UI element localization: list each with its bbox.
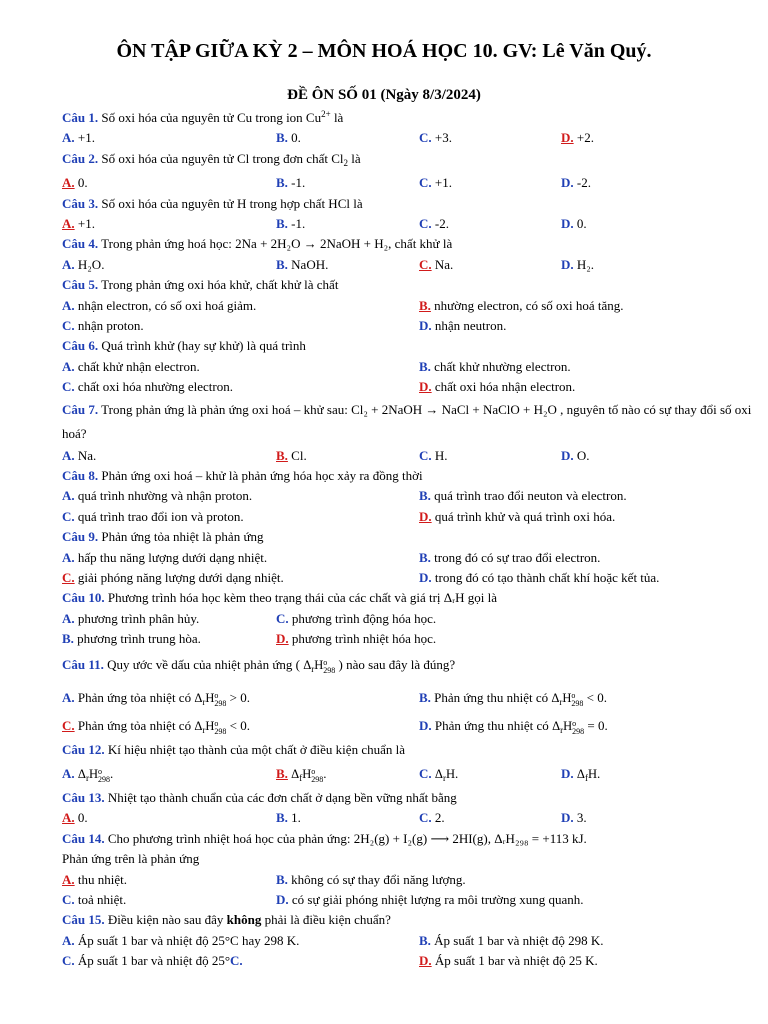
option-a[interactable]: A. nhận electron, có số oxi hoá giảm.: [62, 297, 257, 313]
delta-r-h298-symbol: $\Delta_rHo$ 298: [303, 657, 336, 675]
options-row: [62, 870, 762, 890]
question-number: Câu 8.: [62, 467, 99, 483]
option-b[interactable]: B. 0.: [276, 130, 301, 146]
page-title: ÔN TẬP GIỮA KỲ 2 – MÔN HOÁ HỌC 10. GV: Lê Văn Quý.: [116, 40, 652, 62]
option-a[interactable]: A. 0.: [62, 810, 88, 826]
options-row: [62, 712, 762, 740]
option-d[interactable]: D. 3.: [561, 810, 587, 826]
option-d[interactable]: D. nhận neutron.: [419, 317, 507, 333]
question-10: [62, 588, 762, 608]
question-number: Câu 1.: [62, 110, 99, 125]
option-c[interactable]: C. chất oxi hóa nhường electron.: [62, 379, 233, 395]
question-number: Câu 7.: [62, 401, 99, 417]
question-text: Điều kiện nào sau đây: [104, 912, 227, 928]
option-d[interactable]: D. quá trình khử và quá trình oxi hóa.: [419, 508, 616, 524]
option-c[interactable]: C. Na.: [419, 256, 454, 272]
option-c[interactable]: C. +3.: [419, 130, 452, 146]
question-14-line-2: Phản ứng trên là phản ứng: [62, 851, 200, 867]
option-c[interactable]: C. -2.: [419, 216, 449, 231]
question-number: Câu 15.: [62, 912, 105, 928]
question-text: Kí hiệu nhiệt tạo thành của một chất ở điều kiện chuẩn là: [104, 741, 405, 757]
options-row: [62, 357, 762, 377]
option-d[interactable]: D. 0.: [561, 216, 587, 231]
question-7: [62, 398, 762, 446]
option-c[interactable]: C. Phản ứng tỏa nhiệt có $\Delta_rHo$ 298 < 0.: [62, 717, 251, 736]
question-text: Quá trình khử (hay sự khử) là quá trình: [98, 338, 306, 354]
option-b[interactable]: B. -1.: [276, 175, 306, 191]
option-d[interactable]: D. O.: [561, 447, 590, 463]
question-8: [62, 466, 762, 486]
option-a[interactable]: A. chất khử nhận electron.: [62, 358, 200, 374]
option-b[interactable]: B. trong đó có sự trao đổi electron.: [419, 549, 601, 565]
subscript: 2: [343, 157, 348, 168]
question-text: là: [348, 150, 361, 166]
options-row: [62, 507, 762, 527]
option-c[interactable]: C. nhận proton.: [62, 317, 144, 333]
option-a[interactable]: A. $\Delta_rHo$ 298.: [62, 765, 114, 784]
options-row: [62, 214, 762, 234]
option-d[interactable]: D. trong đó có tạo thành chất khí hoặc kết tủa.: [419, 569, 660, 585]
emphasis-text: không: [226, 912, 262, 928]
option-d[interactable]: D. -2.: [561, 175, 591, 191]
option-a[interactable]: A. phương trình phân hủy.: [62, 610, 200, 626]
option-a[interactable]: A. hấp thu năng lượng dưới dạng nhiệt.: [62, 549, 268, 565]
question-4: [62, 234, 762, 254]
option-c[interactable]: C. giải phóng năng lượng dưới dạng nhiệt.: [62, 569, 284, 585]
option-c[interactable]: C. 2.: [419, 810, 445, 826]
question-text: Số oxi hóa của nguyên tử Cl trong đơn chất Cl: [98, 150, 344, 166]
option-a[interactable]: A. Phản ứng tỏa nhiệt có $\Delta_rHo$ 298 > 0.: [62, 689, 251, 708]
option-d[interactable]: D. phương trình nhiệt hóa học.: [276, 631, 437, 647]
option-c[interactable]: C. +1.: [419, 175, 452, 191]
option-a[interactable]: A. H₂O.: [62, 256, 105, 272]
options-row: [62, 760, 762, 788]
question-number: Câu 11.: [62, 656, 104, 672]
options-row: [62, 173, 762, 193]
options-row: [62, 568, 762, 588]
option-b[interactable]: B. chất khử nhường electron.: [419, 358, 571, 374]
question-text: Phản ứng tỏa nhiệt là phản ứng: [98, 529, 264, 545]
question-number: Câu 12.: [62, 741, 105, 757]
options-row: [62, 808, 762, 828]
option-b[interactable]: B. -1.: [276, 216, 306, 231]
option-a[interactable]: A. +1.: [62, 130, 95, 146]
question-text: phải là điều kiện chuẩn?: [261, 912, 391, 928]
question-number: Câu 4.: [62, 236, 99, 252]
options-row: [62, 255, 762, 275]
question-number: Câu 13.: [62, 789, 105, 805]
option-d[interactable]: D. Phản ứng thu nhiệt có $\Delta_rHo$ 298 = 0.: [419, 717, 608, 736]
question-6: [62, 336, 762, 356]
question-text: Số oxi hóa của nguyên tử H trong hợp chất HCl là: [98, 195, 363, 211]
question-text: , nguyên tố nào có sự thay đổi số oxi hoá?: [62, 401, 752, 441]
option-c[interactable]: C. $\Delta_rH$.: [419, 765, 459, 783]
question-15: [62, 910, 762, 930]
question-2: [62, 149, 762, 173]
option-b[interactable]: B. Cl.: [276, 447, 307, 463]
question-1: [62, 104, 762, 128]
superscript: 2+: [321, 109, 331, 119]
option-a[interactable]: A. Áp suất 1 bar và nhiệt độ 25°C hay 298 K.: [62, 932, 300, 948]
question-number: Câu 6.: [62, 338, 99, 354]
question-text: Nhiệt tạo thành chuẩn của các đơn chất ở dạng bền vững nhất bằng: [104, 789, 457, 805]
option-c[interactable]: C. toả nhiệt.: [62, 891, 127, 907]
option-b[interactable]: B. $\Delta_fHo$ 298.: [276, 765, 327, 784]
options-row: [62, 548, 762, 568]
question-text: Trong phản ứng oxi hóa khử, chất khử là chất: [98, 277, 339, 293]
option-d[interactable]: D. $\Delta_fH$.: [561, 765, 601, 783]
option-c[interactable]: C. H.: [419, 447, 448, 463]
option-b[interactable]: B. Áp suất 1 bar và nhiệt độ 298 K.: [419, 932, 604, 948]
option-d[interactable]: D. Áp suất 1 bar và nhiệt độ 25 K.: [419, 953, 598, 969]
option-a[interactable]: A. thu nhiệt.: [62, 871, 127, 887]
question-number: Câu 5.: [62, 277, 99, 293]
option-b[interactable]: B. Phản ứng thu nhiệt có $\Delta_rHo$ 298 < 0.: [419, 689, 608, 708]
option-d[interactable]: D. có sự giải phóng nhiệt lượng ra môi trường xung quanh.: [276, 891, 584, 907]
options-row: [62, 446, 762, 466]
option-d[interactable]: D. +2.: [561, 130, 594, 146]
options-row: [62, 890, 762, 910]
options-row: [62, 951, 762, 971]
question-list: [62, 104, 762, 972]
option-d[interactable]: D. H₂.: [561, 256, 595, 272]
question-text: Phản ứng oxi hoá – khử là phản ứng hóa học xảy ra đồng thời: [98, 467, 423, 483]
option-b[interactable]: B. 1.: [276, 810, 301, 826]
chemical-equation: Cl₂ + 2NaOH → NaCl + NaClO + H₂O: [351, 401, 557, 417]
option-d[interactable]: D. chất oxi hóa nhận electron.: [419, 379, 576, 395]
question-number: Câu 3.: [62, 195, 99, 211]
question-text: Quy ước về dấu của nhiệt phản ứng (: [103, 656, 304, 672]
option-b[interactable]: B. NaOH.: [276, 256, 329, 272]
option-a[interactable]: A. quá trình nhường và nhận proton.: [62, 488, 253, 504]
question-11: [62, 650, 762, 684]
question-text: là: [330, 110, 344, 125]
question-text: Số oxi hóa của nguyên tử Cu trong ion Cu: [98, 110, 322, 125]
question-5: [62, 275, 762, 295]
options-row: [62, 931, 762, 951]
question-text: Phương trình hóa học kèm theo trạng thái của các chất và giá trị ΔᵣH gọi là: [104, 590, 498, 606]
question-text: Trong phản ứng hoá học: 2Na + 2H₂O → 2NaOH + H₂, chất khử là: [98, 236, 453, 252]
question-14: [62, 829, 762, 849]
question-text: Cho phương trình nhiệt hoá học của phản ứng: 2H₂(g) + I₂(g) ⟶ 2HI(g), ΔᵣH₂₉₈ = +113 kJ.: [104, 830, 587, 846]
option-c[interactable]: C. Áp suất 1 bar và nhiệt độ 25°C.: [62, 953, 243, 969]
options-row: [62, 316, 762, 336]
option-a[interactable]: A. Na.: [62, 447, 97, 463]
options-row: [62, 296, 762, 316]
option-a[interactable]: A. +1.: [62, 216, 95, 231]
option-b[interactable]: B. quá trình trao đổi neuton và electron.: [419, 488, 627, 504]
question-13: [62, 788, 762, 808]
option-a[interactable]: A. 0.: [62, 175, 88, 191]
question-number: Câu 2.: [62, 150, 99, 166]
question-3: [62, 194, 762, 214]
options-row: [62, 684, 762, 712]
question-number: Câu 9.: [62, 529, 99, 545]
option-b[interactable]: B. phương trình trung hòa.: [62, 631, 201, 647]
options-row: [62, 128, 762, 148]
exam-subtitle: ĐỀ ÔN SỐ 01 (Ngày 8/3/2024): [287, 87, 481, 103]
question-number: Câu 14.: [62, 830, 105, 846]
options-row: [62, 609, 762, 629]
options-row: [62, 377, 762, 397]
options-row: [62, 486, 762, 506]
question-number: Câu 10.: [62, 590, 105, 606]
question-text: Trong phản ứng là phản ứng oxi hoá – khử sau:: [98, 401, 352, 417]
option-c[interactable]: C. phương trình động hóa học.: [276, 610, 437, 626]
options-row: [62, 629, 762, 649]
option-b[interactable]: B. nhường electron, có số oxi hoá tăng.: [419, 297, 624, 313]
question-9: [62, 527, 762, 547]
option-b[interactable]: B. không có sự thay đổi năng lượng.: [276, 871, 466, 887]
question-text: ) nào sau đây là đúng?: [335, 656, 456, 672]
option-c[interactable]: C. quá trình trao đổi ion và proton.: [62, 508, 244, 524]
